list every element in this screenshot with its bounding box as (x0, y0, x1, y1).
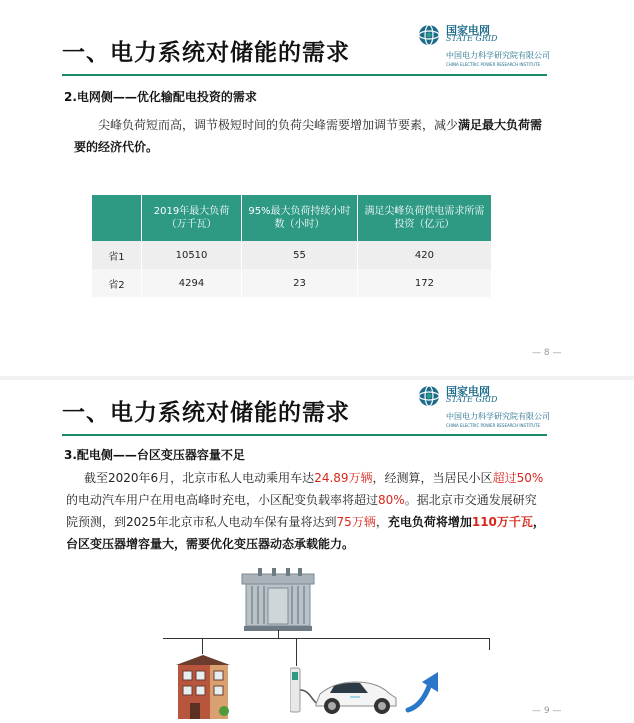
logo-institute-en: CHINA ELECTRIC POWER RESEARCH INSTITUTE (446, 62, 541, 67)
title-rule (62, 434, 547, 436)
slide-title: 一、电力系统对储能的需求 (62, 400, 350, 426)
table-cell: 省2 (92, 269, 142, 297)
table-header-cell: 满足尖峰负荷供电需求所需投资（亿元） (357, 195, 491, 241)
table-cell: 420 (357, 241, 491, 269)
para-bold: ，台区变压器增容量大，需要优化变压器动态承载能力。 (66, 515, 545, 551)
table-row (92, 241, 492, 269)
transformer-icon (228, 568, 328, 632)
page-number: — 8 — (532, 348, 562, 358)
state-grid-emblem-icon (418, 385, 440, 407)
table-cell: 172 (357, 269, 491, 297)
para-text: ， (375, 515, 388, 529)
logo-name-cn: 国家电网 (446, 24, 490, 37)
investment-table (92, 195, 492, 297)
para-highlight: 24.89万辆 (314, 471, 373, 485)
state-grid-logo (418, 22, 578, 70)
drop-line (202, 638, 203, 654)
table-header-row (92, 195, 492, 241)
para-highlight: 80% (378, 493, 405, 507)
body-paragraph (66, 467, 548, 555)
table-cell: 4294 (142, 269, 242, 297)
para-highlight-bold: 110万千瓦 (471, 515, 533, 529)
logo-institute-en: CHINA ELECTRIC POWER RESEARCH INSTITUTE (446, 423, 541, 428)
bus-line (163, 638, 489, 639)
logo-name-en: STATE GRID (446, 395, 498, 404)
para-highlight: 超过50% (492, 471, 544, 485)
logo-institute-cn: 中国电力科学研究院有限公司 (446, 51, 550, 60)
logo-institute-cn: 中国电力科学研究院有限公司 (446, 412, 550, 421)
table-cell: 23 (242, 269, 358, 297)
table-header-cell (92, 195, 142, 241)
residential-building-icon (172, 655, 234, 719)
table-cell: 55 (242, 241, 358, 269)
para-highlight: 75万辆 (336, 515, 376, 529)
section-subheading: 3.配电侧——台区变压器容量不足 (64, 448, 245, 462)
para-bold: 最大负荷需要的经济代价。 (74, 118, 543, 154)
para-text: 。据北京市交通发展研究院预测，到2025年北京市私人电动车保有量将达到 (66, 493, 537, 529)
para-text: ，经测算，当居民小区 (372, 471, 493, 485)
logo-name-cn: 国家电网 (446, 385, 490, 398)
electric-car-icon (290, 662, 400, 718)
state-grid-emblem-icon (418, 24, 440, 46)
table-row (92, 269, 492, 297)
growth-arrow-icon (404, 668, 446, 714)
page-number: — 9 — (532, 706, 562, 716)
table-cell: 省1 (92, 241, 142, 269)
state-grid-logo (418, 383, 578, 431)
logo-name-en: STATE GRID (446, 34, 498, 43)
table-cell: 10510 (142, 241, 242, 269)
table-header-cell: 95%最大负荷持续小时数（小时） (242, 195, 358, 241)
para-bold: 满足 (458, 118, 483, 132)
para-text: 截至2020年6月，北京市私人电动乘用车达 (84, 471, 315, 485)
body-paragraph (74, 114, 544, 158)
transformer-feeder-line (278, 630, 279, 638)
drop-line (489, 638, 490, 650)
section-subheading: 2.电网侧——优化输配电投资的需求 (64, 90, 257, 104)
para-bold: 充电负荷将增加 (387, 515, 472, 529)
table-header-cell: 2019年最大负荷（万千瓦） (142, 195, 242, 241)
slide-title: 一、电力系统对储能的需求 (62, 40, 350, 66)
para-text: 尖峰负荷短而高，调节极短时间的负荷尖峰需要增加调节要素，减少 (98, 118, 459, 132)
para-text: 的电动汽车用户在用电高峰时充电，小区配变负载率将超过 (66, 493, 379, 507)
title-rule (62, 74, 547, 76)
